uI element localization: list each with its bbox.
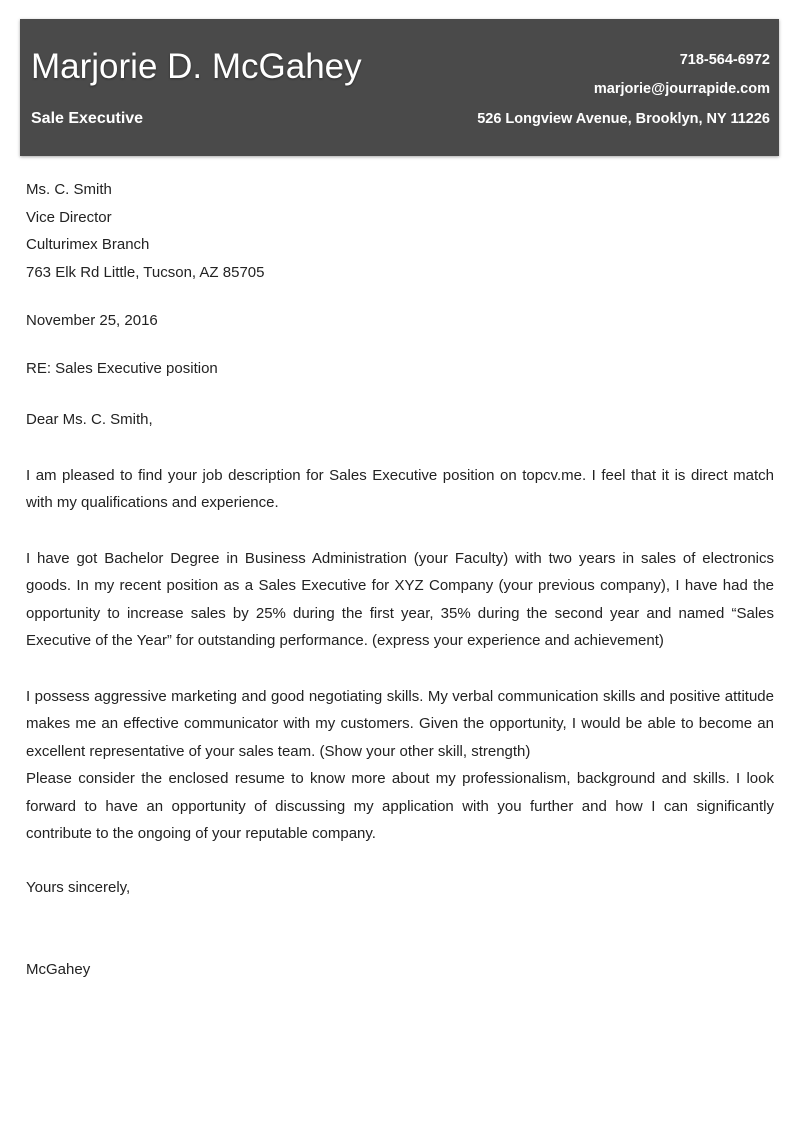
sender-job-title: Sale Executive — [31, 110, 144, 127]
letter-signature: McGahey — [26, 961, 91, 978]
body-paragraph-1: I am pleased to find your job description for Sales Executive position on topcv.me. I feel that it is direct match with my qualifications and experience. — [26, 466, 774, 511]
sender-email: marjorie@jourrapide.com — [593, 81, 770, 97]
recipient-title: Vice Director — [26, 208, 112, 226]
body-paragraph-2: I have got Bachelor Degree in Business Administration (your Faculty) with two years in sales of electronics goods. In my recent position as a Sales Executive for XYZ Company (your previous company), I have had the opportunity to increase sales by 25% during the first year, 35% during the second year and named “Sales Executive of the Year” for outstanding performance. (express your experience and achievement) — [26, 549, 774, 649]
letter-closing: Yours sincerely, — [26, 878, 131, 896]
body-paragraph-3: I possess aggressive marketing and good negotiating skills. My verbal communication skills and positive attitude makes me an effective communicator with my customers. Given the opportunity, I would be able to become an excellent representative of your sales team. (Show your other skill, strength) — [26, 687, 774, 760]
sender-phone: 718-564-6972 — [679, 52, 770, 68]
recipient-name: Ms. C. Smith — [26, 181, 112, 198]
recipient-address: 763 Elk Rd Little, Tucson, AZ 85705 — [26, 263, 265, 281]
letter-body — [26, 176, 774, 984]
body-paragraph-4: Please consider the enclosed resume to know more about my professionalism, background and skills. I look forward to have an opportunity of discussing my application with you further and how I can significantly contribute to the ongoing of your reputable company. — [26, 770, 774, 842]
letter-date: November 25, 2016 — [26, 312, 158, 329]
sender-name: Marjorie D. McGahey — [31, 47, 362, 86]
letter-header — [20, 19, 779, 156]
letter-salutation: Dear Ms. C. Smith, — [26, 411, 153, 428]
sender-address: 526 Longview Avenue, Brooklyn, NY 11226 — [477, 111, 770, 127]
recipient-company: Culturimex Branch — [26, 236, 150, 253]
recipient-block — [26, 176, 774, 286]
letter-subject: RE: Sales Executive position — [26, 359, 218, 377]
